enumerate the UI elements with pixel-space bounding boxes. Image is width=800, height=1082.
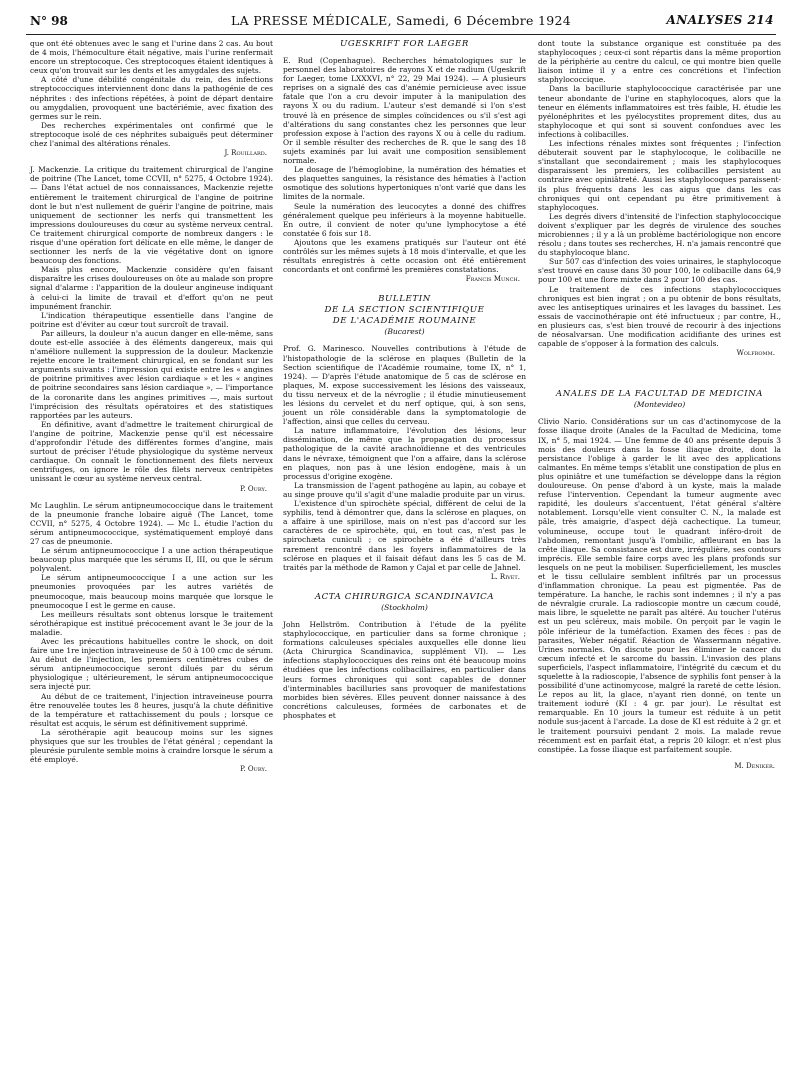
paragraph: Le sérum antipneumococcique I a une action sur les pneumonies provoquées par les autres variétés de pneumocoque, mais beaucoup moins marquée que lorsque le pneumocoque I est le germe en cause.: [30, 573, 273, 610]
paragraph: Seule la numération des leucocytes a donné des chiffres généralement quelque peu inférieurs à la moyenne habituelle. En outre, il convient de noter qu'une lymphocytose a été constatée 6 fois sur 18.: [283, 201, 526, 238]
column-1: [30, 39, 273, 781]
paragraph: Avec les précautions habituelles contre le shock, on doit faire une 1re injection intraveineuse de 50 à 100 cmc de sérum. Au début de l'injection, les premiers centimètres cubes de sérum antipneumococcique seront dilués par du sérum physiologique ; ultérieurement, le sérum antipneumococcique sera injecté pur.: [30, 637, 273, 692]
paragraph: La sérothérapie agit beaucoup moins sur les signes physiques que sur les troubles de l'état général ; cependant la pleurésie purulente semble moins à craindre lorsque le sérum a été employé.: [30, 727, 273, 765]
paragraph: dont toute la substance organique est constituée pa des staphylocoques ; ceux-ci sont répartis dans la même proportion de la périphérie au centre du calcul, ce qui montre bien quelle liaison intime il y a entre ces concrétions et l'infection staphylococcique.: [538, 39, 781, 85]
journal-heading: ACTA CHIRURGICA SCANDINAVICA: [314, 591, 495, 602]
journal-city: (Montevideo): [633, 400, 686, 410]
journal-title: LA PRESSE MÉDICALE, Samedi, 6 Décembre 1924: [231, 13, 571, 28]
article-heading: Clivio Nario. Considérations sur un cas d'actinomycose de la fosse iliaque droite (Anales de la Facultad de Medicina, tome IX, n° 5, mai 1924. — Une femme de 40 ans présente depuis 3 mois des douleurs dans la fosse iliaque droite, dont la persistance l'oblige à garder le lit avec des applications calmantes. En même temps s'établit une constipation de plus en plus opiniâtre et une tuméfaction se développe dans la région douloureuse. On pense d'abord à un kyste, mais la malade refuse l'intervention. Cependant la tumeur augmente avec rapidité, les douleurs s'accentuent, l'état général s'altère notablement. Lorsqu'elle vient consulter C. N., la malade est pâle, très amaigrie, d'aspect déjà cachectique. La tumeur, volumineuse, occupe tout le quadrant inféro-droit de l'abdomen, remontant jusqu'à l'ombilic, affleurant en bas la crête iliaque. Sa consistance est dure, irrégulière, ses contours imprécis. Elle semble faire corps avec les plans profonds sur lesquels on ne peut la mobiliser. Superficiellement, les muscles et le tissu cellulaire semblent infiltrés par un processus d'inflammation chronique. La peau est pigmentée. Pas de température. La hanche, le rachis sont indemnes ; il n'y a pas de névralgie crurale. La radioscopie montre un cæcum coudé, mais libre, le squelette ne paraît pas altéré. Au toucher l'utérus est un peu scléreux, mais mobile. On perçoit par le vagin le pôle inférieur de la tuméfaction. Examen des fèces : pas de parasites, Weber négatif. Réaction de Wassermann négative. Urines normales. On discute pour les éliminer le cancer du cæcum infecté et le sarcome du bassin. L'invasion des plans superficiels, l'aspect inflammatoire, l'intégrité du cæcum et du squelette à la radioscopie, l'absence de syphilis font penser à la possibilité d'une actinomycose, malgré la rareté de cette lésion. Le repos au lit, la glace, n'ayant rien donné, on tente un traitement ioduré (KI : 4 gr. par jour). Le résultat est remarquable. En 10 jours la tumeur est réduite à un petit nodule sus-jacent à l'arcade. La dose de KI est réduite à 2 gr. et le traitement poursuivi pendant 2 mois. La malade revue récemment est en parfait état, a repris 20 kilogr. et n'est plus constipée. La fosse iliaque est parfaitement souple.: [538, 417, 781, 754]
paragraph: Le dosage de l'hémoglobine, la numération des hématies et des plaquettes sanguines, la résistance des hématies à l'action osmotique des solutions hypertoniques n'ont varié que dans les limites de la normale.: [283, 165, 526, 202]
author-signature: M. Deniker.: [734, 761, 775, 770]
paragraph: Au début de ce traitement, l'injection intraveineuse pourra être renouvelée toutes les 8 heures, jusqu'à la chute définitive de la température et rattachissement du pouls ; lorsque ce résultat est acquis, le sérum est définitivement supprimé.: [30, 691, 273, 728]
paragraph: Les infections rénales mixtes sont fréquentes ; l'infection débuterait souvent par le staphylocoque, le colibacille ne s'installant que secondairement ; mais les staphylocoques disparaissent les premiers, les colibacilles persistent au contraire avec opiniâtreté. Aussi les staphylocoques paraissent-ils plus fréquents dans les cas aigus que dans les cas chroniques qui ont cependant pu être primitivement à staphylocoques.: [538, 139, 781, 212]
author-signature: P. Oury.: [240, 484, 267, 493]
paragraph: L'existence d'un spirochète spécial, différent de celui de la syphilis, tend à démontrer que, dans la sclérose en plaques, on a affaire à une spirillose, mais on n'est pas d'accord sur les caractères de ce spirochète, qui, en tout cas, n'est pas le spirochæta cuniculi ; ce spirochète a été d'ailleurs très rarement rencontré dans les foyers inflammatoires de la sclérose en plaques et il faisait défaut dans les 5 cas de M. traités par la méthode de Ramon y Cajal et par celle de Jahnel.: [283, 499, 526, 572]
section-title: ANALYSES 214: [666, 13, 774, 27]
journal-city: (Bucarest): [384, 327, 425, 337]
paragraph: La transmission de l'agent pathogène au lapin, au cobaye et au singe prouve qu'il s'agit d'une maladie produite par un virus.: [283, 480, 526, 499]
page-header: [26, 8, 776, 35]
column-2: [283, 39, 526, 720]
author-signature: P. Oury.: [240, 765, 267, 774]
paragraph: que ont été obtenues avec le sang et l'urine dans 2 cas. Au bout de 4 mois, l'hémoculture était négative, mais l'urine renfermait encore un streptocoque. Ces streptocoques étaient identiques à ceux qu'on trouvait sur les dents et les amygdales des sujets.: [30, 39, 273, 76]
paragraph: Les meilleurs résultats sont obtenus lorsque le traitement sérothérapique est institué précocement avant le 3e jour de la maladie.: [30, 609, 273, 637]
column-3: [538, 39, 781, 778]
author-signature: Wolfromm.: [736, 349, 775, 358]
page-number: N° 98: [30, 14, 68, 28]
article-heading: Prof. G. Marinesco. Nouvelles contributions à l'étude de l'histopathologie de la sclérose en plaques (Bulletin de la Section scientifique de l'Académie roumaine, tome IX, n° 1, 1924). — D'après l'étude anatomique de 5 cas de sclérose en plaques, M. expose successivement les lésions des vaisseaux, du tissu nerveux et de la névroglie ; il étudie minutieusement les lésions du cervelet et du nerf optique, qui, à son sens, jouent un rôle considérable dans la symptomatologie de l'affection, ainsi que celles du cerveau.: [283, 344, 526, 427]
paragraph: Des recherches expérimentales ont confirmé que le streptocoque isolé de ces néphrites subaiguës peut déterminer chez l'animal des altérations rénales.: [30, 120, 273, 149]
paragraph: L'indication thérapeutique essentielle dans l'angine de poitrine est d'éviter au cœur tout surcroît de travail.: [30, 310, 273, 329]
author-signature: Francis Munch.: [465, 275, 520, 284]
paragraph: Dans la bacillurie staphylococcique caractérisée par une teneur abondante de l'urine en staphylocoques, alors que la teneur en éléments inflammatoires est très faible, H. étudie les pyélonéphrites et les pyélocystites proprement dites, dus au staphylocoque et qui sont si souvent confondues avec les infections à colibacilles.: [538, 84, 781, 139]
author-signature: J. Rouillard.: [224, 149, 267, 158]
article-heading: E. Rud (Copenhague). Recherches hématologiques sur le personnel des laboratoires de rayons X et de radium (Ugeskrift for Laeger, tome LXXXVI, n° 22, 29 Mai 1924). — A plusieurs reprises on a signalé des cas d'anémie pernicieuse avec issue fatale que l'on a cru devoir imputer à la manipulation des rayons X ou du radium. L'auteur s'est demandé si l'on s'est trouvé là en présence de simples coïncidences ou s'il s'est agi d'altérations du sang constantes chez les personnes que leur profession expose à l'action des rayons X ou à celle du radium. Or il semble résulter des recherches de R. que le sang des 18 sujets examinés par lui avait une composition sensiblement normale.: [283, 56, 526, 166]
paragraph: Le traitement de ces infections staphylococciques chroniques est bien ingrat ; on a pu obtenir de bons résultats, avec les antiseptiques urinaires et les lavages du bassinet. Les essais de vaccinothérapie ont été infructueux ; par contre, H., en plusieurs cas, s'est bien trouvé de recourir à des injections de néosalvarsan. Une modification acidifiante des urines est capable de s'opposer à la formation des calculs.: [538, 284, 781, 349]
paragraph: Sur 507 cas d'infection des voies urinaires, le staphylocoque s'est trouvé en cause dans 30 pour 100, le colibacille dans 64,9 pour 100 et une flore mixte dans 2 pour 100 des cas.: [538, 257, 781, 285]
journal-heading: ANALES DE LA FACULTAD DE MEDICINA: [555, 389, 764, 400]
article-heading: J. Mackenzie. La critique du traitement chirurgical de l'angine de poitrine (The Lancet, tome CCVII, n° 5275, 4 Octobre 1924). — Dans l'état actuel de nos connaissances, Mackenzie rejette entièrement le traitement chirurgical de l'angine de poitrine dont le but n'est nullement de guérir l'angine de poitrine, mais uniquement de sectionner les nerfs qui transmettent les impressions douloureuses du cœur au système nerveux central. Ce traitement chirurgical comporte de nombreux dangers : le risque d'une opération fort délicate en elle même, le danger de sectionner les nerfs de la vie végétative dont on ignore beaucoup des fonctions.: [30, 165, 273, 266]
author-signature: L. Rivet.: [490, 572, 520, 581]
paragraph: La nature inflammatoire, l'évolution des lésions, leur dissémination, de même que la propagation du processus pathologique de la cavité arachnoïdienne et des ventricules dans le névraxe, témoignent que l'on a affaire, dans la sclérose en plaques, non pas à une lésion endogène, mais à un processus d'origine exogène.: [283, 426, 526, 481]
journal-city: (Stockholm): [381, 602, 428, 612]
paragraph: Ajoutons que les examens pratiqués sur l'auteur ont été contrôlés sur les mêmes sujets à 18 mois d'intervalle, et que les résultats enregistrés à cette occasion ont été entièrement concordants et ont confirmé les premières constatations.: [283, 237, 526, 275]
paragraph: Les degrés divers d'intensité de l'infection staphylococcique doivent s'expliquer par les degrés de virulence des souches microbiennes ; il y a là un problème bactériologique non encore résolu ; dans toutes ses recherches, H. n'a jamais rencontré que du staphylocoque blanc.: [538, 211, 781, 258]
paragraph: Mais plus encore, Mackenzie considère qu'en faisant disparaître les crises douloureuses on ôte au malade son propre signal d'alarme : l'apparition de la douleur angineuse indiquant à celui-ci la limite de travail et d'effort qu'on ne peut impunément franchir.: [30, 265, 273, 311]
article-heading: Mc Laughlin. Le sérum antipneumococcique dans le traitement de la pneumonie franche lobaire aiguë (The Lancet, tome CCVII, n° 5275, 4 Octobre 1924). — Mc L. étudie l'action du sérum antipneumococcique, systématiquement employé dans 27 cas de pneumonie.: [30, 500, 273, 546]
journal-heading: BULLETIN DE LA SECTION SCIENTIFIQUE DE L'ACADÉMIE ROUMAINE: [324, 294, 485, 327]
paragraph: Le sérum antipneumococcique I a une action thérapeutique beaucoup plus marquée que les sérums II, III, ou que le sérum polyvalent.: [30, 546, 273, 574]
paragraph: En définitive, avant d'admettre le traitement chirurgical de l'angine de poitrine, Mackenzie pense qu'il est nécessaire d'approfondir l'étude des différentes formes d'angine, mais surtout de préciser l'étude physiologique du système nerveux cardiaque. On connaît le fonctionnement des filets nerveux centrifuges, on ignore le rôle des filets nerveux centripètes unissant le cœur au système nerveux central.: [30, 419, 273, 484]
paragraph: A côté d'une débilité congénitale du rein, des infections streptococciques interviennent donc dans la pathogénie de ces néphrites : des infections répétées, à point de départ dentaire ou amygdalien, provoquent une bactériémie, avec fixation des germes sur le rein.: [30, 75, 273, 121]
journal-heading: UGESKRIFT FOR LAEGER: [340, 39, 469, 49]
article-heading: John Hellström. Contribution à l'étude de la pyélite staphylococcique, en particulier dans sa forme chronique ; formations calculeuses spéciales auxquelles elle donne lieu (Acta Chirurgica Scandinavica, supplément VI). — Les infections staphylococciques des reins ont été beaucoup moins étudiées que les infections colibacillaires, en particulier dans leurs formes chroniques qui sont capables de donner d'interminables bacilluries sans provoquer de manifestations morbides bien sévères. Elles peuvent donner naissance à des concrétions calculeuses, formées de carbonates et de phosphates et: [283, 619, 526, 720]
paragraph: Par ailleurs, la douleur n'a aucun danger en elle-même, sans doute est-elle associée à des éléments dangereux, mais qui n'améliore nullement la suppression de la douleur. Mackenzie rejette encore le traitement chirurgical, en se fondant sur les arguments suivants : l'impression qui existe entre les « angines de poitrine primitives avec lésion cardiaque » et les « angines de poitrine secondaires sans lésion cardiaque », — l'importance de la coronarite dans les angines primitives —, mais surtout l'imprécision des résultats opératoires et des statistiques rapportées par les auteurs.: [30, 328, 273, 420]
